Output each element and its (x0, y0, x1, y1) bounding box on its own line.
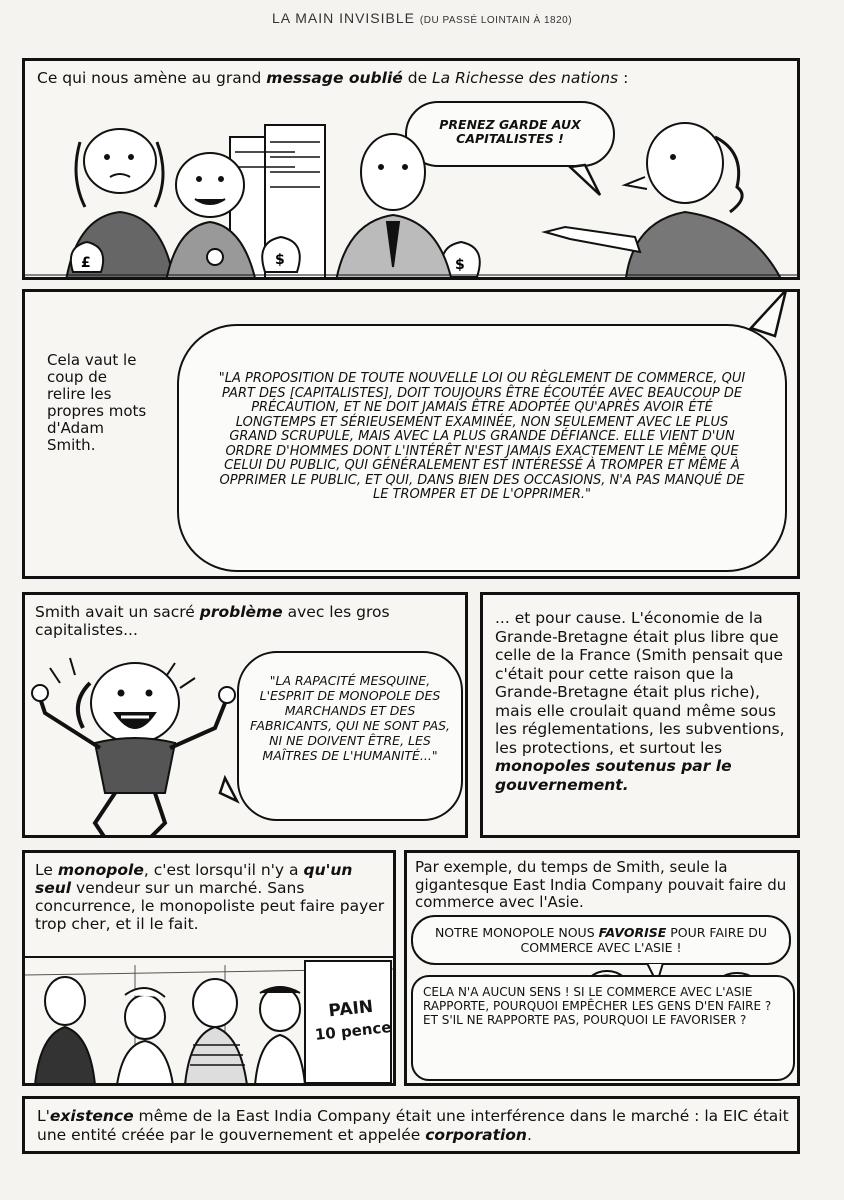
speech-text: NOTRE MONOPOLE NOUS (434, 925, 599, 940)
speech-bubble-smith-retort (411, 975, 795, 1081)
dollar-sign: $ (455, 257, 465, 273)
quote-bubble-rapacite (237, 651, 463, 821)
caption-text: avec les gros capitalistes... (35, 603, 390, 639)
body-text: L' (37, 1107, 50, 1125)
caption-emphasis: message oublié (266, 69, 403, 87)
speech-emphasis: FAVORISE (598, 925, 667, 940)
caption-text: Le (35, 861, 58, 879)
body-text: . (526, 1126, 532, 1144)
panel-5 (22, 850, 396, 1086)
body-emphasis: corporation (425, 1126, 527, 1144)
speech-bubble-eic (411, 915, 791, 965)
panel6-caption: Par exemple, du temps de Smith, seule la gigantesque East India Company pouvait faire du commerce avec l'Asie. (415, 858, 787, 911)
panel2-caption: Cela vaut le coup de relire les propres mots d'Adam Smith. (47, 351, 147, 454)
caption-text: Ce qui nous amène au grand (37, 69, 267, 87)
quote-text: "LA RAPACITÉ MESQUINE, L'ESPRIT DE MONOPOLE DES MARCHANDS ET DES FABRICANTS, QUI NE SONT PAS, NI NE DOIVENT ÊTRE, LES MAÎTRES DE L'HUMANITÉ..." (249, 673, 451, 763)
angry-smith-illustration (25, 643, 245, 838)
speech-text: POUR FAIRE DU COMMERCE AVEC L'ASIE ! (520, 925, 768, 955)
panel4-text (495, 609, 795, 794)
bread-price-sign (311, 994, 393, 1046)
panel-3 (22, 592, 468, 838)
sign-text: PAIN (327, 996, 375, 1022)
panel-4 (480, 592, 800, 838)
panel3-caption (35, 603, 455, 639)
header-title: LA MAIN INVISIBLE (271, 10, 416, 26)
caption-emphasis: qu'un seul (35, 861, 353, 897)
panel-7 (22, 1096, 800, 1154)
caption-text: : (618, 69, 629, 87)
pound-sign: £ (81, 255, 91, 271)
body-emphasis: existence (49, 1107, 134, 1125)
quote-text: "LA PROPOSITION DE TOUTE NOUVELLE LOI OU RÈGLEMENT DE COMMERCE, QUI PART DES [CAPITALISTES], DOIT TOUJOURS ÊTRE ÉCOUTÉE AVEC BEAUCOUP DE PRÉCAUTION, ET NE DOIT JAMAIS ÊTRE ADOPTÉE QU'APRÈS AVOIR ÉTÉ LONGTEMPS ET SÉRIEUSEMENT EXAMINÉE, NON SEULEMENT AVEC LE PLUS GRAND SCRUPULE, MAIS AVEC LA PLUS GRANDE DÉFIANCE. ELLE VIENT D'UN ORDRE D'HOMMES DONT L'INTÉRÊT N'EST JAMAIS EXACTEMENT LE MÊME QUE CELUI DU PUBLIC, QUI GÉNÉRALEMENT EST INTÉRESSÉ À TROMPER ET MÊME À OPPRIMER LE PUBLIC, ET QUI, DANS BIEN DES OCCASIONS, N'A PAS MANQUÉ DE LE TROMPER ET DE L'OPPRIMER." (218, 371, 746, 502)
quote-bubble-smith (177, 324, 787, 572)
caption-text: vendeur sur un marché. Sans concurrence, le monopoliste peut faire payer trop cher, et il le fait. (35, 879, 385, 933)
bubble-tail (741, 289, 800, 348)
caption-text: , c'est lorsqu'il n'y a (143, 861, 304, 879)
panel-1 (22, 58, 800, 280)
panel-2 (22, 289, 800, 579)
sign-price: 10 pence (314, 1017, 393, 1044)
panel5-caption (35, 861, 385, 933)
caption-text: Smith avait un sacré (35, 603, 200, 621)
body-text: même de la East India Company était une interférence dans le marché : la EIC était une entité créée par le gouvernement et appelée (37, 1107, 789, 1144)
caption-text: de (402, 69, 433, 87)
capitalist-figure-3 (335, 134, 453, 277)
panel-6 (404, 850, 800, 1086)
adam-smith-figure (545, 123, 785, 277)
body-emphasis: monopoles soutenus par le gouvernement. (495, 757, 732, 794)
panel1-caption (37, 69, 797, 87)
page-header (0, 10, 844, 26)
header-subtitle: (DU PASSÉ LOINTAIN À 1820) (419, 15, 573, 26)
speech-text: CELA N'A AUCUN SENS ! SI LE COMMERCE AVEC L'ASIE RAPPORTE, POURQUOI EMPÊCHER LES GENS D'EN FAIRE ? ET S'IL NE RAPPORTE PAS, POURQUOI LE FAVORISER ? (423, 985, 772, 1027)
dollar-sign: $ (275, 252, 285, 268)
speech-text: PRENEZ GARDE AUX CAPITALISTES ! (439, 117, 581, 146)
baker-head (260, 987, 300, 1031)
capitalists-illustration (25, 117, 797, 277)
caption-emphasis: problème (199, 603, 283, 621)
body-text: ... et pour cause. L'économie de la Grande-Bretagne était plus libre que celle de la France (Smith pensait que c'était pour cette raison que la Grande-Bretagne était plus riche), mais elle croulait quand même sous les réglementations, les subventions, les protections, et surtout les (495, 609, 785, 757)
caption-emphasis: monopole (57, 861, 144, 879)
panel7-text (37, 1107, 797, 1145)
book-title: La Richesse des nations (432, 69, 619, 87)
customer-head (45, 977, 85, 1025)
